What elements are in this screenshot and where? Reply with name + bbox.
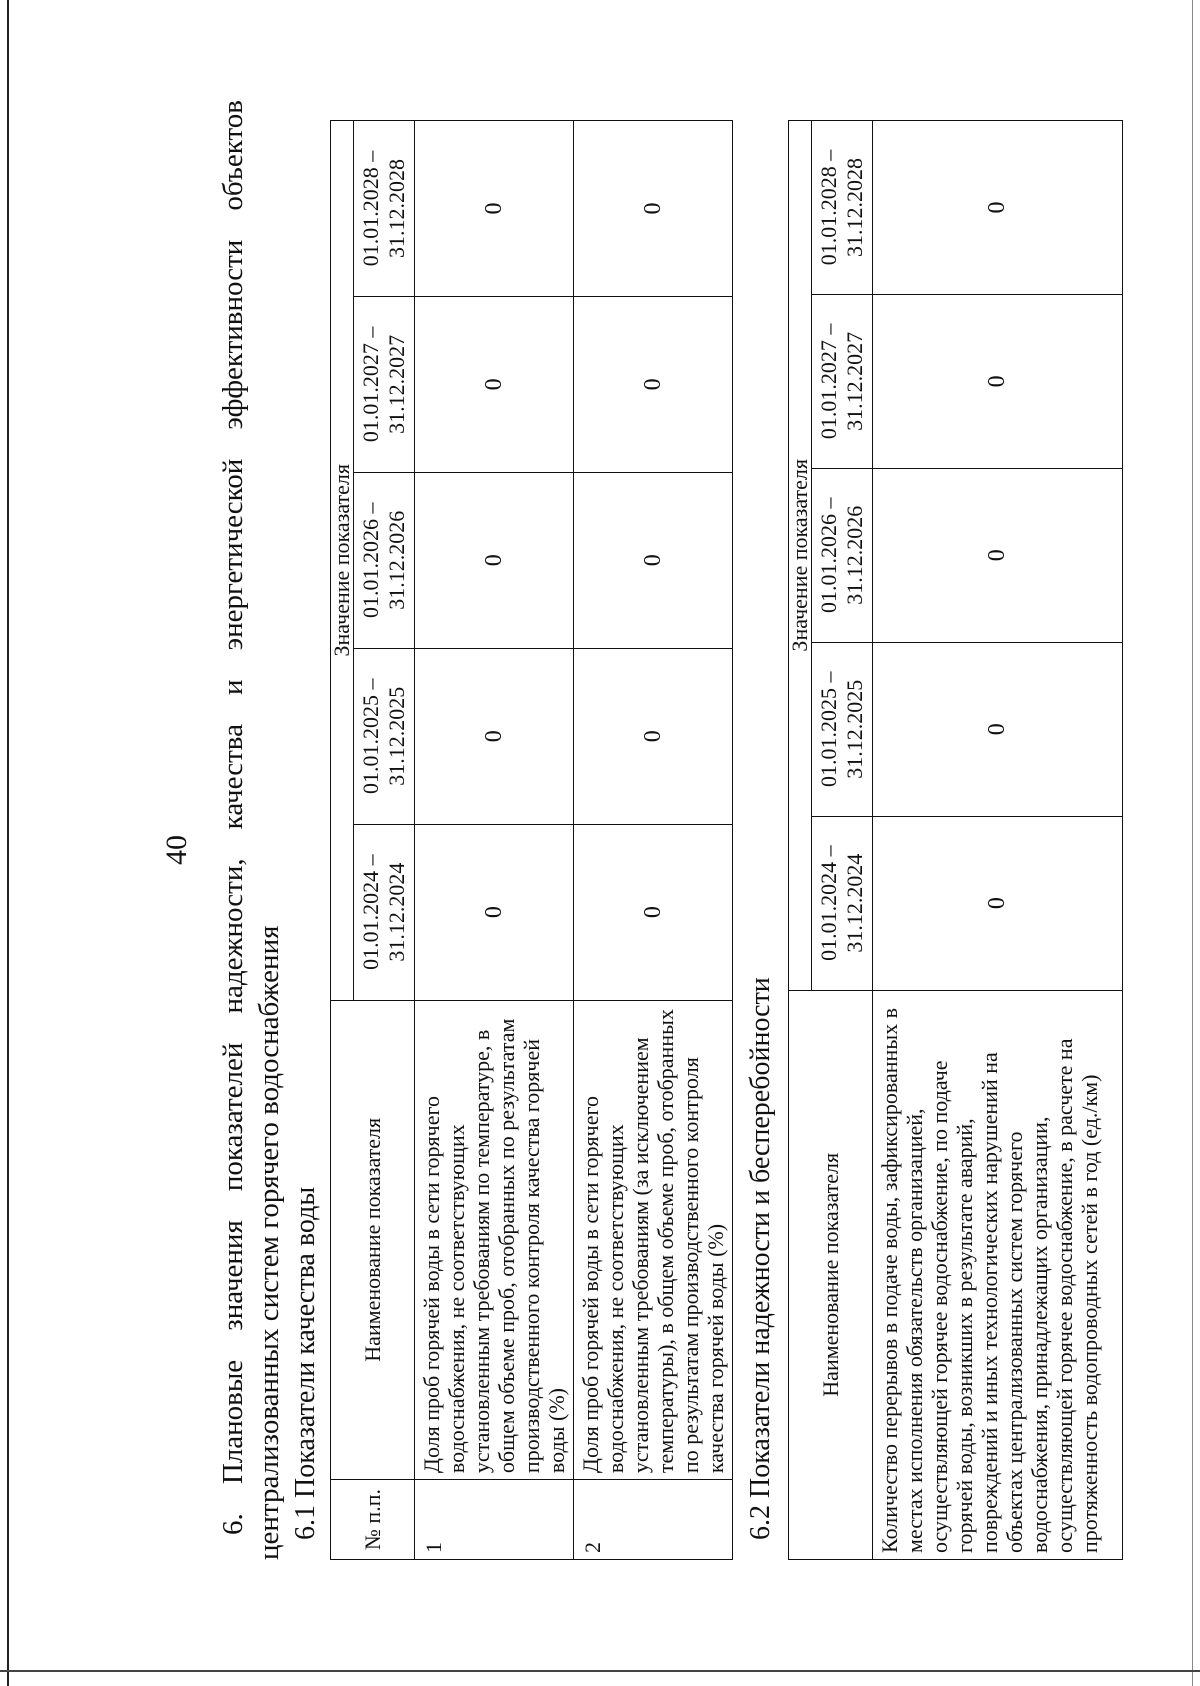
table1-period: 01.01.2027 – 31.12.2027 (354, 296, 415, 472)
table1-period: 01.01.2026 – 31.12.2026 (354, 472, 415, 648)
table1-head-num: № п.п. (331, 1480, 415, 1560)
table2-period: 01.01.2024 – 31.12.2024 (812, 816, 873, 990)
table1-title: 6.1 Показатели качества воды (290, 1186, 321, 1540)
indicator-value: 0 (873, 294, 1123, 468)
indicator-value: 0 (873, 468, 1123, 642)
indicator-value: 0 (415, 648, 574, 824)
indicator-value: 0 (574, 296, 733, 472)
scan-edge-right (1192, 0, 1193, 1686)
indicator-value: 0 (415, 296, 574, 472)
section-title-line1: 6. Плановые значения показателей надежности, качества и энергетической эффективности объектов (217, 100, 249, 1535)
row-number: 1 (415, 1480, 574, 1560)
table2-head-name: Наименование показателя (789, 990, 873, 1559)
table-row (873, 121, 1123, 1560)
indicator-name: Доля проб горячей воды в сети горячего водоснабжения, не соответствующих установленным требованиям (за исключением температуры), в общем объеме проб, отобранных по результатам производственного контроля качества горячей воды (%) (574, 1000, 733, 1480)
page-number: 40 (160, 835, 193, 865)
section-title (215, 60, 287, 1560)
section-title-line2: централизованных систем горячего водоснабжения (253, 925, 285, 1560)
reliability-indicators-table (788, 120, 1123, 1560)
table2-period: 01.01.2026 – 31.12.2026 (812, 468, 873, 642)
indicator-value: 0 (574, 648, 733, 824)
table2-period: 01.01.2027 – 31.12.2027 (812, 294, 873, 468)
indicator-name: Доля проб горячей воды в сети горячего водоснабжения, не соответствующих установленным требованиям по температуре, в общем объеме проб, отобранных по результатам производственного контроля качества горячей воды (%) (415, 1000, 574, 1480)
table1-period: 01.01.2024 – 31.12.2024 (354, 824, 415, 1000)
indicator-value: 0 (574, 824, 733, 1000)
table2-header-row (789, 121, 812, 1560)
table2-title: 6.2 Показатели надежности и бесперебойности (745, 977, 776, 1540)
indicator-value: 0 (574, 121, 733, 297)
table-row (415, 121, 574, 1560)
table1-head-value-group: Значение показателя (331, 121, 354, 1001)
rotated-page (140, 100, 1140, 1600)
indicator-value: 0 (574, 472, 733, 648)
table1-header-row (331, 121, 354, 1560)
section-number: 6. (217, 1513, 249, 1535)
table2-period: 01.01.2025 – 31.12.2025 (812, 642, 873, 816)
table-row (574, 121, 733, 1560)
indicator-value: 0 (873, 121, 1123, 295)
table1-head-name: Наименование показателя (331, 1000, 415, 1480)
quality-indicators-table (330, 120, 733, 1560)
table1-period: 01.01.2025 – 31.12.2025 (354, 648, 415, 824)
scan-edge-left (7, 0, 9, 1686)
indicator-value: 0 (415, 472, 574, 648)
indicator-value: 0 (873, 642, 1123, 816)
indicator-name: Количество перерывов в подаче воды, зафиксированных в местах исполнения обязательств организацией, осуществляющей горячее водоснабжение, по подаче горячей воды, возникших в результате аварий, повреждений и иных технологических нарушений на объектах централизованных систем горячего водоснабжения, принадлежащих организации, осуществляющей горячее водоснабжение, в расчете на протяженность водопроводных сетей в год (ед./км) (873, 990, 1123, 1559)
table2-period: 01.01.2028 – 31.12.2028 (812, 121, 873, 295)
row-number: 2 (574, 1480, 733, 1560)
scan-edge-bottom (0, 1670, 1200, 1672)
table2-head-value-group: Значение показателя (789, 121, 812, 991)
indicator-value: 0 (873, 816, 1123, 990)
indicator-value: 0 (415, 121, 574, 297)
table1-period: 01.01.2028 – 31.12.2028 (354, 121, 415, 297)
indicator-value: 0 (415, 824, 574, 1000)
